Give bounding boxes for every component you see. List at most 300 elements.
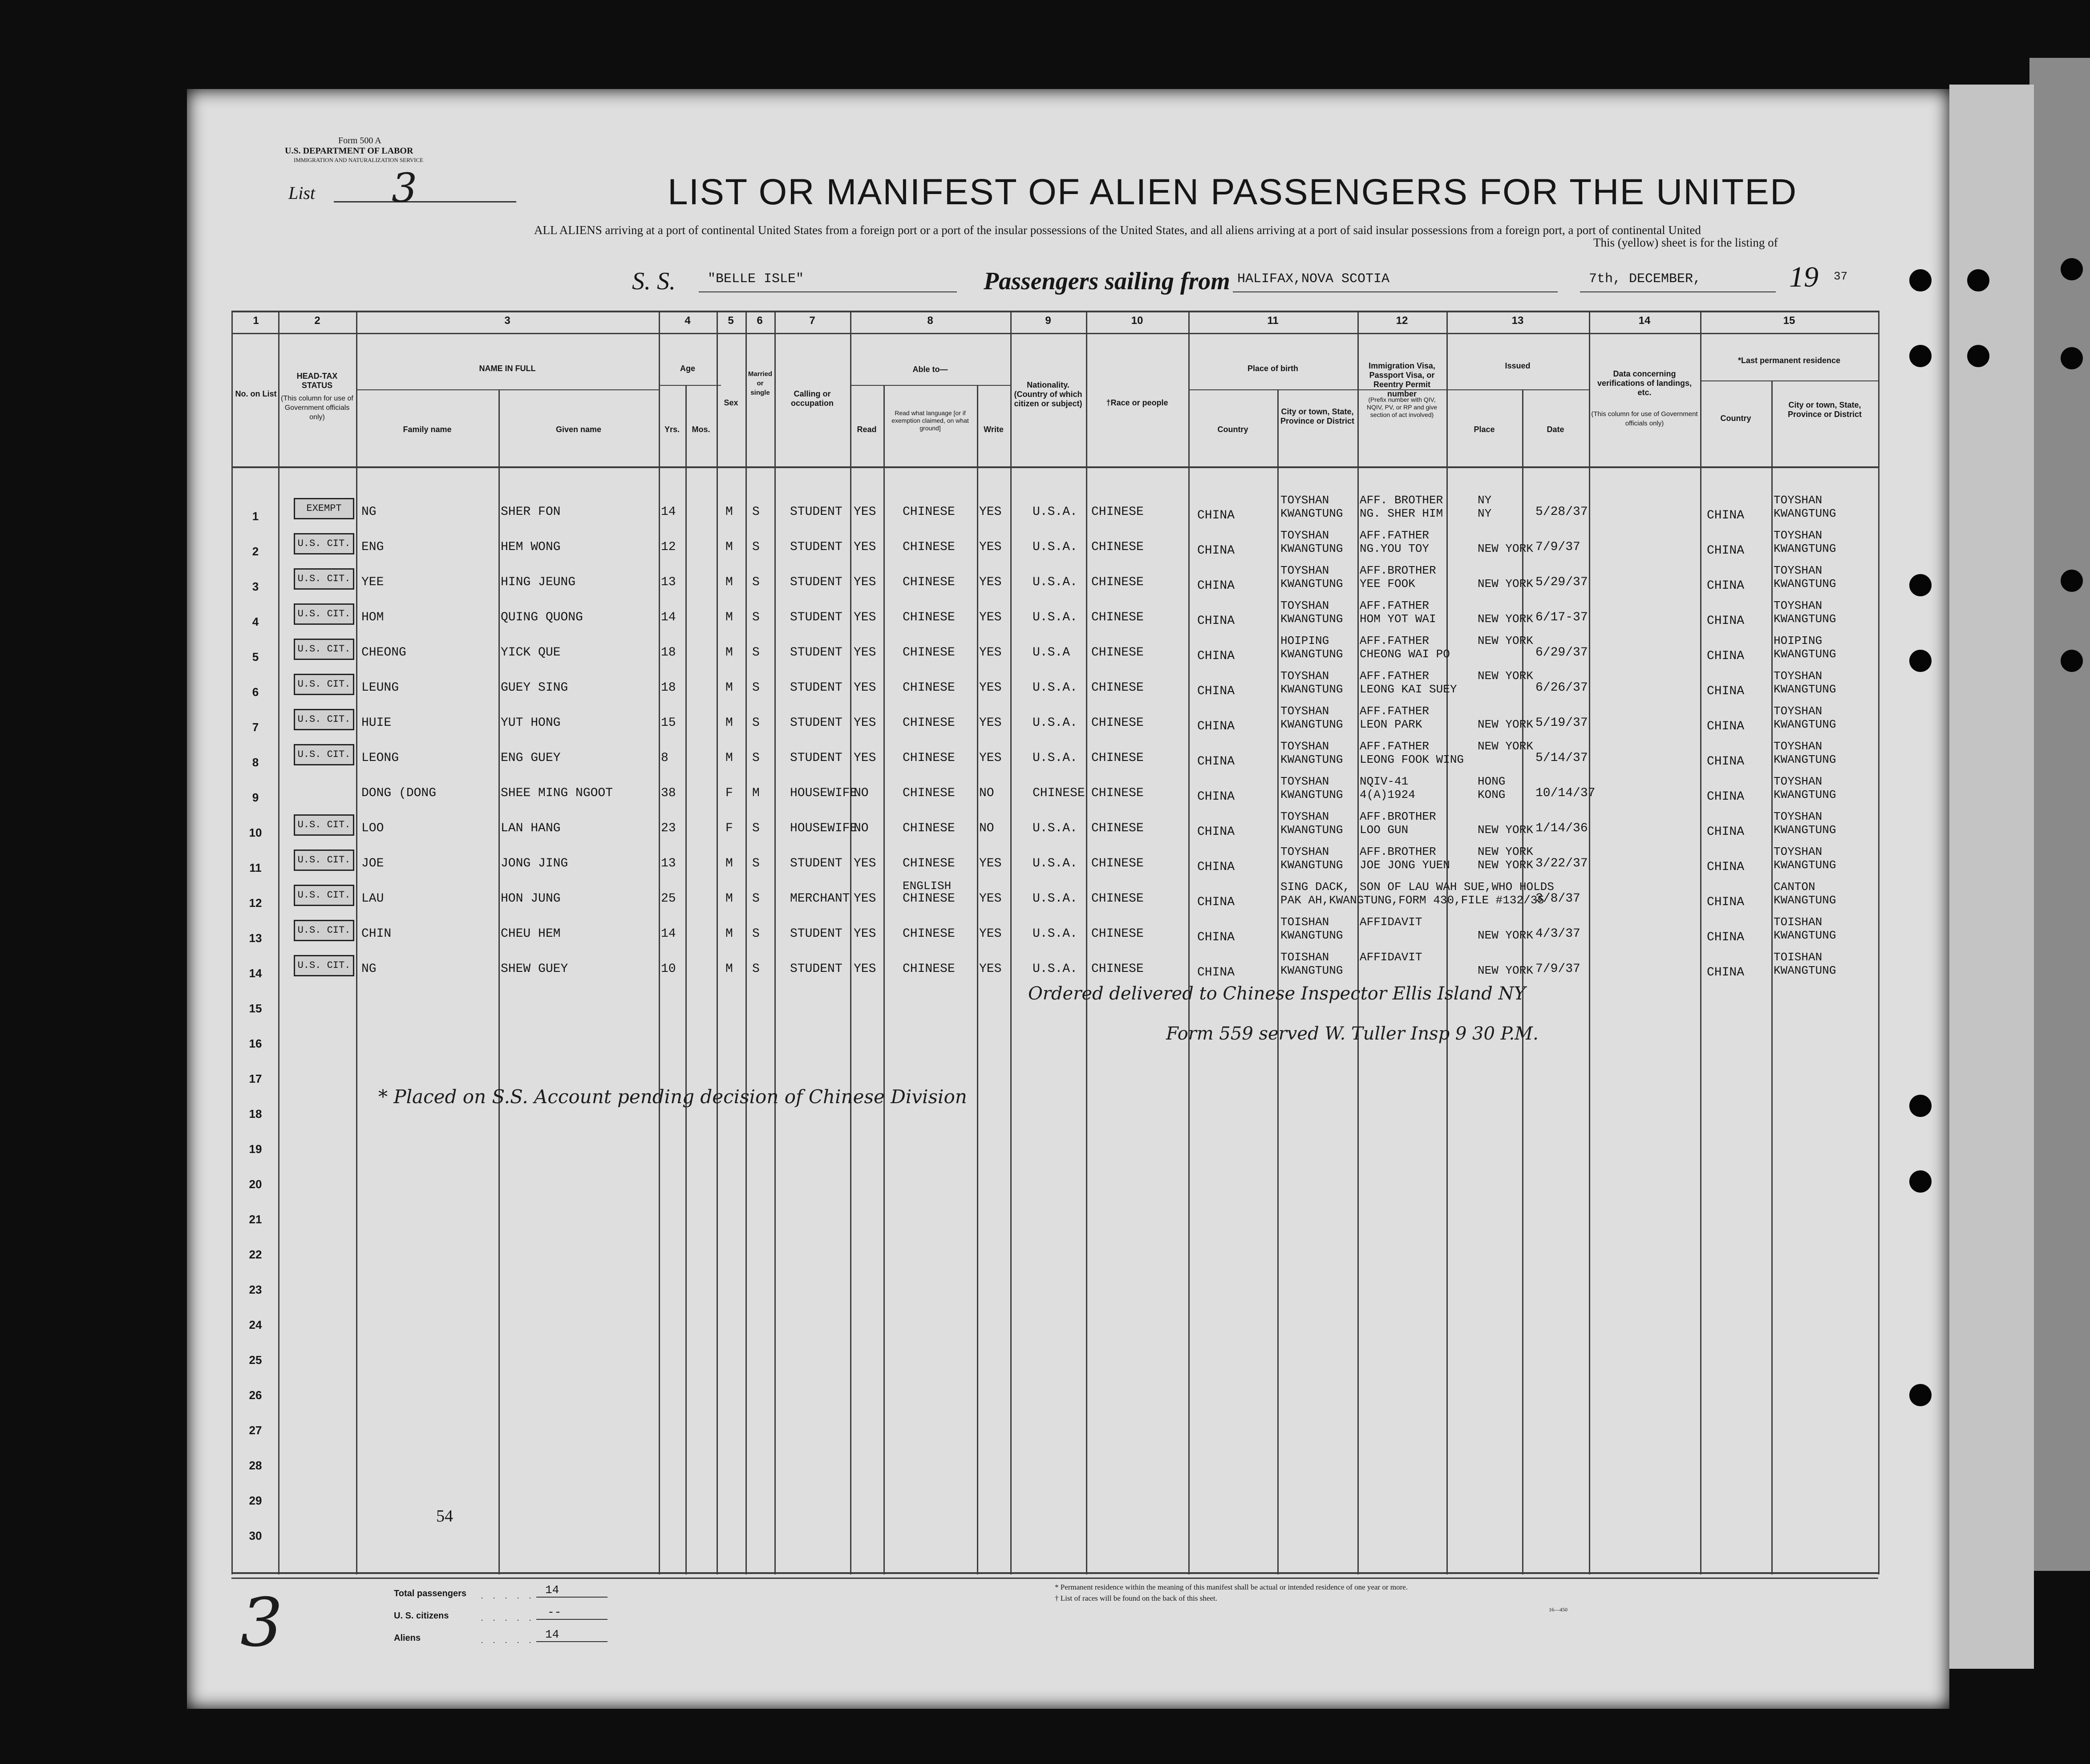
header-read-language: Read what language [or if exemption claimed, on what ground] bbox=[891, 409, 969, 432]
given-name: SHEE MING NGOOT bbox=[501, 786, 613, 800]
residence-city: TOYSHAN bbox=[1774, 740, 1823, 753]
nationality: U.S.A. bbox=[1033, 751, 1077, 765]
marital-status: S bbox=[752, 505, 760, 519]
age-years: 14 bbox=[661, 505, 676, 519]
birth-province: KWANGTUNG bbox=[1280, 964, 1343, 977]
punch-hole bbox=[1909, 345, 1932, 367]
header-age: Age bbox=[680, 364, 695, 373]
visa-line-1: AFF. BROTHER bbox=[1360, 494, 1443, 507]
visa-line-2: CHEONG WAI PO bbox=[1360, 647, 1450, 661]
nationality: U.S.A. bbox=[1033, 540, 1077, 554]
sex: M bbox=[725, 505, 733, 519]
visa-line-1: AFFIDAVIT bbox=[1360, 915, 1422, 929]
issued-date: 3/22/37 bbox=[1535, 857, 1588, 870]
head-tax-stamp: U.S. CIT. bbox=[294, 603, 354, 625]
aliens-value: 14 bbox=[545, 1628, 559, 1641]
birth-country: CHINA bbox=[1197, 684, 1235, 698]
age-years: 18 bbox=[661, 646, 676, 659]
race: CHINESE bbox=[1091, 962, 1144, 976]
age-years: 13 bbox=[661, 857, 676, 870]
age-years: 12 bbox=[661, 540, 676, 554]
age-years: 14 bbox=[661, 927, 676, 941]
visa-line-1: AFF.FATHER bbox=[1360, 704, 1430, 718]
race: CHINESE bbox=[1091, 681, 1144, 695]
header-bottom-border bbox=[231, 466, 1878, 468]
residence-province: KWANGTUNG bbox=[1774, 858, 1836, 872]
visa-line-1: NQIV-41 bbox=[1360, 775, 1409, 788]
row-number: 2 bbox=[252, 545, 259, 558]
birth-country: CHINA bbox=[1197, 509, 1235, 522]
row-number: 4 bbox=[252, 615, 259, 628]
occupation: STUDENT bbox=[790, 681, 842, 695]
issued-date: 5/28/37 bbox=[1535, 505, 1588, 519]
head-tax-stamp: U.S. CIT. bbox=[294, 639, 354, 660]
occupation: STUDENT bbox=[790, 716, 842, 730]
list-underline bbox=[334, 201, 516, 202]
can-write: YES bbox=[979, 646, 1002, 659]
department-name: U.S. DEPARTMENT OF LABOR bbox=[285, 146, 413, 156]
column-number: 2 bbox=[314, 315, 320, 327]
can-write: YES bbox=[979, 857, 1002, 870]
birth-city: TOYSHAN bbox=[1280, 599, 1329, 612]
total-passengers-label: Total passengers bbox=[394, 1589, 467, 1598]
handwritten-account-note: * Placed on S.S. Account pending decision of Chinese Division bbox=[378, 1086, 967, 1108]
nationality: U.S.A. bbox=[1033, 575, 1077, 589]
can-write: YES bbox=[979, 681, 1002, 695]
birth-city: TOYSHAN bbox=[1280, 740, 1329, 753]
residence-city: TOYSHAN bbox=[1774, 775, 1823, 788]
can-read: YES bbox=[854, 681, 876, 695]
visa-line-2: HOM YOT WAI bbox=[1360, 612, 1436, 626]
row-number: 3 bbox=[252, 580, 259, 593]
nationality: U.S.A. bbox=[1033, 681, 1077, 695]
visa-line-1: SON OF LAU WAH SUE,WHO HOLDS bbox=[1360, 880, 1554, 894]
row-number: 16 bbox=[249, 1037, 262, 1050]
issued-date: 6/26/37 bbox=[1535, 681, 1588, 695]
list-number: 3 bbox=[392, 165, 417, 211]
given-name: HON JUNG bbox=[501, 892, 561, 906]
birth-country: CHINA bbox=[1197, 649, 1235, 663]
punch-hole bbox=[2061, 570, 2083, 592]
given-name: QUING QUONG bbox=[501, 611, 583, 624]
residence-province: KWANGTUNG bbox=[1774, 683, 1836, 696]
age-years: 25 bbox=[661, 892, 676, 906]
header-head-tax: HEAD-TAX STATUS bbox=[296, 372, 338, 390]
occupation: STUDENT bbox=[790, 751, 842, 765]
race: CHINESE bbox=[1091, 857, 1144, 870]
head-tax-stamp: U.S. CIT. bbox=[294, 920, 354, 941]
given-name: GUEY SING bbox=[501, 681, 568, 695]
col-border bbox=[745, 311, 747, 1574]
sex: F bbox=[725, 821, 733, 835]
header-birth-city: City or town, State, Province or District bbox=[1280, 407, 1355, 425]
header-visa: Immigration Visa, Passport Visa, or Reentry Permit number bbox=[1369, 361, 1435, 398]
row-number: 9 bbox=[252, 791, 259, 804]
sailing-label: Passengers sailing from bbox=[984, 267, 1230, 295]
row-number: 19 bbox=[249, 1142, 262, 1156]
sex: M bbox=[725, 575, 733, 589]
row-number: 13 bbox=[249, 931, 262, 945]
residence-province: KWANGTUNG bbox=[1774, 647, 1836, 661]
visa-line-2: NG. SHER HIM bbox=[1360, 507, 1443, 520]
aliens-label: Aliens bbox=[394, 1633, 421, 1643]
marital-status: S bbox=[752, 646, 760, 659]
column-number: 7 bbox=[809, 315, 815, 327]
residence-city: TOYSHAN bbox=[1774, 669, 1823, 683]
print-code: 16—450 bbox=[1549, 1606, 1568, 1613]
col-border bbox=[659, 311, 660, 1574]
row-number: 23 bbox=[249, 1283, 262, 1296]
header-write: Write bbox=[984, 425, 1004, 434]
able-subheader-line bbox=[850, 385, 1010, 386]
issued-date: 3/8/37 bbox=[1535, 892, 1580, 906]
can-read: YES bbox=[854, 505, 876, 519]
occupation: STUDENT bbox=[790, 575, 842, 589]
birth-country: CHINA bbox=[1197, 755, 1235, 769]
read-language: CHINESE bbox=[903, 857, 955, 870]
age-years: 18 bbox=[661, 681, 676, 695]
sex: M bbox=[725, 681, 733, 695]
residence-country: CHINA bbox=[1707, 966, 1745, 979]
nationality: U.S.A. bbox=[1033, 857, 1077, 870]
read-language: CHINESE bbox=[903, 821, 955, 835]
row-number: 14 bbox=[249, 967, 262, 980]
service-name: IMMIGRATION AND NATURALIZATION SERVICE bbox=[294, 157, 424, 163]
column-number: 11 bbox=[1267, 315, 1279, 327]
row-number: 29 bbox=[249, 1494, 262, 1507]
read-language: CHINESE bbox=[903, 962, 955, 976]
row-number: 30 bbox=[249, 1529, 262, 1542]
manifest-subtitle: ALL ALIENS arriving at a port of continental United States from a foreign port or a port of the insular possessions of the United States, and all aliens arriving at a port of said insular possessions from a foreign port, a port of continental United bbox=[534, 223, 1701, 237]
header-birth-country: Country bbox=[1217, 425, 1248, 434]
birth-city: SING DACK, bbox=[1280, 880, 1350, 894]
header-no-on-list: No. on List bbox=[235, 389, 277, 398]
visa-line-2: YEE FOOK bbox=[1360, 577, 1415, 591]
marital-status: S bbox=[752, 857, 760, 870]
sex: F bbox=[725, 786, 733, 800]
can-read: YES bbox=[854, 857, 876, 870]
punch-hole bbox=[1967, 345, 1989, 367]
residence-city: TOYSHAN bbox=[1774, 845, 1823, 858]
footnote-residence: * Permanent residence within the meaning of this manifest shall be actual or intended residence of one year or more. bbox=[1055, 1583, 1408, 1591]
row-number: 26 bbox=[249, 1388, 262, 1402]
name-subheader-line bbox=[356, 389, 659, 390]
col-border bbox=[977, 385, 978, 1574]
total-dots: · · · · · bbox=[481, 1593, 535, 1602]
column-number: 15 bbox=[1783, 315, 1795, 327]
birth-country: CHINA bbox=[1197, 825, 1235, 839]
can-read: YES bbox=[854, 892, 876, 906]
residence-province: KWANGTUNG bbox=[1774, 894, 1836, 907]
can-write: YES bbox=[979, 505, 1002, 519]
sex: M bbox=[725, 611, 733, 624]
residence-province: KWANGTUNG bbox=[1774, 753, 1836, 766]
nationality: U.S.A. bbox=[1033, 892, 1077, 906]
residence-city: TOISHAN bbox=[1774, 915, 1823, 929]
family-name: HOM bbox=[361, 611, 384, 624]
nationality: U.S.A bbox=[1033, 646, 1070, 659]
column-number: 5 bbox=[728, 315, 734, 327]
nationality: U.S.A. bbox=[1033, 821, 1077, 835]
column-number: 4 bbox=[685, 315, 691, 327]
read-language: CHINESE bbox=[903, 575, 955, 589]
read-language: CHINESE bbox=[903, 786, 955, 800]
age-years: 13 bbox=[661, 575, 676, 589]
visa-line-2: JOE JONG YUEN bbox=[1360, 858, 1450, 872]
us-citizens-label: U. S. citizens bbox=[394, 1611, 449, 1621]
birth-country: CHINA bbox=[1197, 720, 1235, 733]
race: CHINESE bbox=[1091, 786, 1144, 800]
residence-country: CHINA bbox=[1707, 544, 1745, 558]
residence-country: CHINA bbox=[1707, 825, 1745, 839]
header-last-residence: *Last permanent residence bbox=[1738, 356, 1841, 365]
col-border bbox=[1277, 389, 1279, 1574]
race: CHINESE bbox=[1091, 751, 1144, 765]
header-race: †Race or people bbox=[1106, 398, 1168, 407]
sex: M bbox=[725, 927, 733, 941]
can-write: YES bbox=[979, 751, 1002, 765]
age-years: 23 bbox=[661, 821, 676, 835]
birth-province: KWANGTUNG bbox=[1280, 929, 1343, 942]
sex: M bbox=[725, 857, 733, 870]
issued-place-2: NEW YORK bbox=[1478, 718, 1533, 731]
family-name: CHEONG bbox=[361, 646, 406, 659]
given-name: YICK QUE bbox=[501, 646, 561, 659]
birth-province: KWANGTUNG bbox=[1280, 542, 1343, 555]
nationality: U.S.A. bbox=[1033, 505, 1077, 519]
row-number: 7 bbox=[252, 720, 259, 734]
family-name: LOO bbox=[361, 821, 384, 835]
given-name: YUT HONG bbox=[501, 716, 561, 730]
col-border bbox=[1010, 311, 1012, 1574]
age-years: 8 bbox=[661, 751, 668, 765]
read-language: CHINESE bbox=[903, 927, 955, 941]
residence-country: CHINA bbox=[1707, 684, 1745, 698]
punch-hole bbox=[1909, 1384, 1932, 1406]
header-landings: Data concerning verifications of landings, etc. bbox=[1597, 369, 1692, 397]
visa-line-1: AFF.FATHER bbox=[1360, 634, 1430, 647]
visa-line-2: LOO GUN bbox=[1360, 823, 1409, 837]
given-name: SHER FON bbox=[501, 505, 561, 519]
issued-place-1: NEW YORK bbox=[1478, 845, 1533, 858]
marital-status: S bbox=[752, 681, 760, 695]
birth-province: KWANGTUNG bbox=[1280, 753, 1343, 766]
visa-line-1: AFF.FATHER bbox=[1360, 529, 1430, 542]
residence-country: CHINA bbox=[1707, 614, 1745, 628]
race: CHINESE bbox=[1091, 892, 1144, 906]
header-place-of-birth: Place of birth bbox=[1247, 364, 1299, 373]
occupation: STUDENT bbox=[790, 611, 842, 624]
column-number-divider bbox=[231, 333, 1878, 334]
family-name: ENG bbox=[361, 540, 384, 554]
can-read: NO bbox=[854, 821, 869, 835]
col-border bbox=[717, 311, 718, 1574]
residence-country: CHINA bbox=[1707, 860, 1745, 874]
residence-country: CHINA bbox=[1707, 509, 1745, 522]
residence-country: CHINA bbox=[1707, 931, 1745, 944]
given-name: CHEU HEM bbox=[501, 927, 561, 941]
marital-status: S bbox=[752, 575, 760, 589]
row-number: 10 bbox=[249, 826, 262, 839]
header-res-city: City or town, State, Province or District bbox=[1787, 401, 1862, 419]
header-landings-note: (This column for use of Government officials only) bbox=[1591, 410, 1698, 427]
column-number: 14 bbox=[1638, 315, 1651, 327]
header-res-country: Country bbox=[1720, 414, 1751, 423]
family-name: CHIN bbox=[361, 927, 392, 941]
occupation: MERCHANT bbox=[790, 892, 850, 906]
header-name-in-full: NAME IN FULL bbox=[479, 364, 536, 373]
issued-place-1: NY bbox=[1478, 494, 1492, 507]
birth-city: TOYSHAN bbox=[1280, 494, 1329, 507]
column-number: 9 bbox=[1045, 315, 1051, 327]
can-read: YES bbox=[854, 575, 876, 589]
row-number: 18 bbox=[249, 1107, 262, 1121]
given-name: SHEW GUEY bbox=[501, 962, 568, 976]
header-nationality: Nationality. (Country of which citizen or subject) bbox=[1014, 380, 1082, 408]
row-number: 15 bbox=[249, 1002, 262, 1015]
residence-province: KWANGTUNG bbox=[1774, 542, 1836, 555]
family-name: LEONG bbox=[361, 751, 399, 765]
birth-city: TOYSHAN bbox=[1280, 810, 1329, 823]
sex: M bbox=[725, 716, 733, 730]
visa-line-1: AFF.BROTHER bbox=[1360, 845, 1436, 858]
residence-province: KWANGTUNG bbox=[1774, 823, 1836, 837]
can-read: YES bbox=[854, 751, 876, 765]
marital-status: S bbox=[752, 927, 760, 941]
visa-line-1: AFF.BROTHER bbox=[1360, 564, 1436, 577]
head-tax-stamp: U.S. CIT. bbox=[294, 955, 354, 976]
birth-city: TOYSHAN bbox=[1280, 775, 1329, 788]
race: CHINESE bbox=[1091, 821, 1144, 835]
binder-edge bbox=[2029, 58, 2090, 1571]
footnote-races: † List of races will be found on the back of this sheet. bbox=[1055, 1594, 1217, 1602]
residence-province: KWANGTUNG bbox=[1774, 929, 1836, 942]
head-tax-stamp: U.S. CIT. bbox=[294, 744, 354, 765]
total-underline bbox=[536, 1597, 608, 1598]
occupation: HOUSEWIFE bbox=[790, 786, 858, 800]
occupation: STUDENT bbox=[790, 857, 842, 870]
sex: M bbox=[725, 646, 733, 659]
header-issued-place: Place bbox=[1474, 425, 1495, 434]
punch-hole bbox=[2061, 650, 2083, 672]
issued-place-2: NEW YORK bbox=[1478, 929, 1533, 942]
col-border bbox=[356, 311, 357, 1574]
column-number: 1 bbox=[253, 315, 259, 327]
nationality: CHINESE bbox=[1033, 786, 1085, 800]
sex: M bbox=[725, 751, 733, 765]
given-name: HEM WONG bbox=[501, 540, 561, 554]
birth-province: KWANGTUNG bbox=[1280, 683, 1343, 696]
occupation: STUDENT bbox=[790, 540, 842, 554]
residence-city: TOYSHAN bbox=[1774, 599, 1823, 612]
birth-country: CHINA bbox=[1197, 931, 1235, 944]
residence-country: CHINA bbox=[1707, 649, 1745, 663]
sex: M bbox=[725, 962, 733, 976]
issued-place-1: HONG bbox=[1478, 775, 1506, 788]
issued-place-2: NEW YORK bbox=[1478, 577, 1533, 591]
punch-hole bbox=[2061, 258, 2083, 280]
handwritten-delivery-note: Ordered delivered to Chinese Inspector Ellis Island NY bbox=[1028, 983, 1526, 1004]
col-border bbox=[1522, 389, 1523, 1574]
birth-province: KWANGTUNG bbox=[1280, 612, 1343, 626]
header-issued-date: Date bbox=[1547, 425, 1564, 434]
issued-place-1: NEW YORK bbox=[1478, 634, 1533, 647]
col-border bbox=[498, 389, 500, 1574]
issued-place-2: NEW YORK bbox=[1478, 964, 1533, 977]
head-tax-stamp: U.S. CIT. bbox=[294, 709, 354, 730]
residence-city: TOYSHAN bbox=[1774, 494, 1823, 507]
birth-country: CHINA bbox=[1197, 966, 1235, 979]
race: CHINESE bbox=[1091, 540, 1144, 554]
residence-province: KWANGTUNG bbox=[1774, 612, 1836, 626]
residence-city: TOYSHAN bbox=[1774, 564, 1823, 577]
race: CHINESE bbox=[1091, 716, 1144, 730]
year-suffix: 37 bbox=[1834, 270, 1848, 283]
aliens-underline bbox=[536, 1641, 608, 1642]
residence-province: KWANGTUNG bbox=[1774, 964, 1836, 977]
visa-line-1: AFF.BROTHER bbox=[1360, 810, 1436, 823]
nationality: U.S.A. bbox=[1033, 716, 1077, 730]
issued-date: 5/14/37 bbox=[1535, 751, 1588, 765]
sex: M bbox=[725, 540, 733, 554]
manifest-title: LIST OR MANIFEST OF ALIEN PASSENGERS FOR THE UNITED bbox=[668, 172, 1798, 212]
issued-place-1: NEW YORK bbox=[1478, 740, 1533, 753]
residence-province: KWANGTUNG bbox=[1774, 577, 1836, 591]
us-citizens-value: -- bbox=[547, 1606, 562, 1619]
col-border bbox=[1357, 311, 1359, 1574]
ship-underline bbox=[699, 291, 957, 292]
manifest-subtitle-2: This (yellow) sheet is for the listing of bbox=[1593, 236, 1778, 249]
can-read: YES bbox=[854, 611, 876, 624]
residence-province: KWANGTUNG bbox=[1774, 788, 1836, 801]
punch-hole bbox=[2061, 347, 2083, 369]
read-language: CHINESE bbox=[903, 681, 955, 695]
can-write: YES bbox=[979, 962, 1002, 976]
birth-city: TOISHAN bbox=[1280, 951, 1329, 964]
header-years: Yrs. bbox=[664, 425, 680, 434]
marital-status: S bbox=[752, 892, 760, 906]
residence-city: TOYSHAN bbox=[1774, 704, 1823, 718]
sailing-port: HALIFAX,NOVA SCOTIA bbox=[1237, 271, 1390, 287]
citizens-dots: · · · · · bbox=[481, 1615, 535, 1624]
read-language: CHINESE bbox=[903, 611, 955, 624]
can-read: YES bbox=[854, 962, 876, 976]
family-name: DONG (DONG bbox=[361, 786, 437, 800]
given-name: LAN HANG bbox=[501, 821, 561, 835]
nationality: U.S.A. bbox=[1033, 962, 1077, 976]
birth-country: CHINA bbox=[1197, 860, 1235, 874]
issued-date: 5/29/37 bbox=[1535, 575, 1588, 589]
table-bottom-border bbox=[231, 1572, 1878, 1574]
residence-city: HOIPING bbox=[1774, 634, 1823, 647]
family-name: YEE bbox=[361, 575, 384, 589]
residence-country: CHINA bbox=[1707, 790, 1745, 804]
margin-strip bbox=[1949, 85, 2034, 1669]
age-years: 15 bbox=[661, 716, 676, 730]
col-border bbox=[850, 311, 851, 1574]
can-read: YES bbox=[854, 716, 876, 730]
residence-province: KWANGTUNG bbox=[1774, 718, 1836, 731]
family-name: JOE bbox=[361, 857, 384, 870]
head-tax-stamp: U.S. CIT. bbox=[294, 568, 354, 590]
visa-line-2: 4(A)1924 bbox=[1360, 788, 1415, 801]
column-number: 6 bbox=[757, 315, 763, 327]
birth-province: KWANGTUNG bbox=[1280, 647, 1343, 661]
nationality: U.S.A. bbox=[1033, 927, 1077, 941]
punch-hole bbox=[1909, 574, 1932, 596]
age-subheader-line bbox=[659, 385, 721, 386]
row-number: 20 bbox=[249, 1177, 262, 1191]
